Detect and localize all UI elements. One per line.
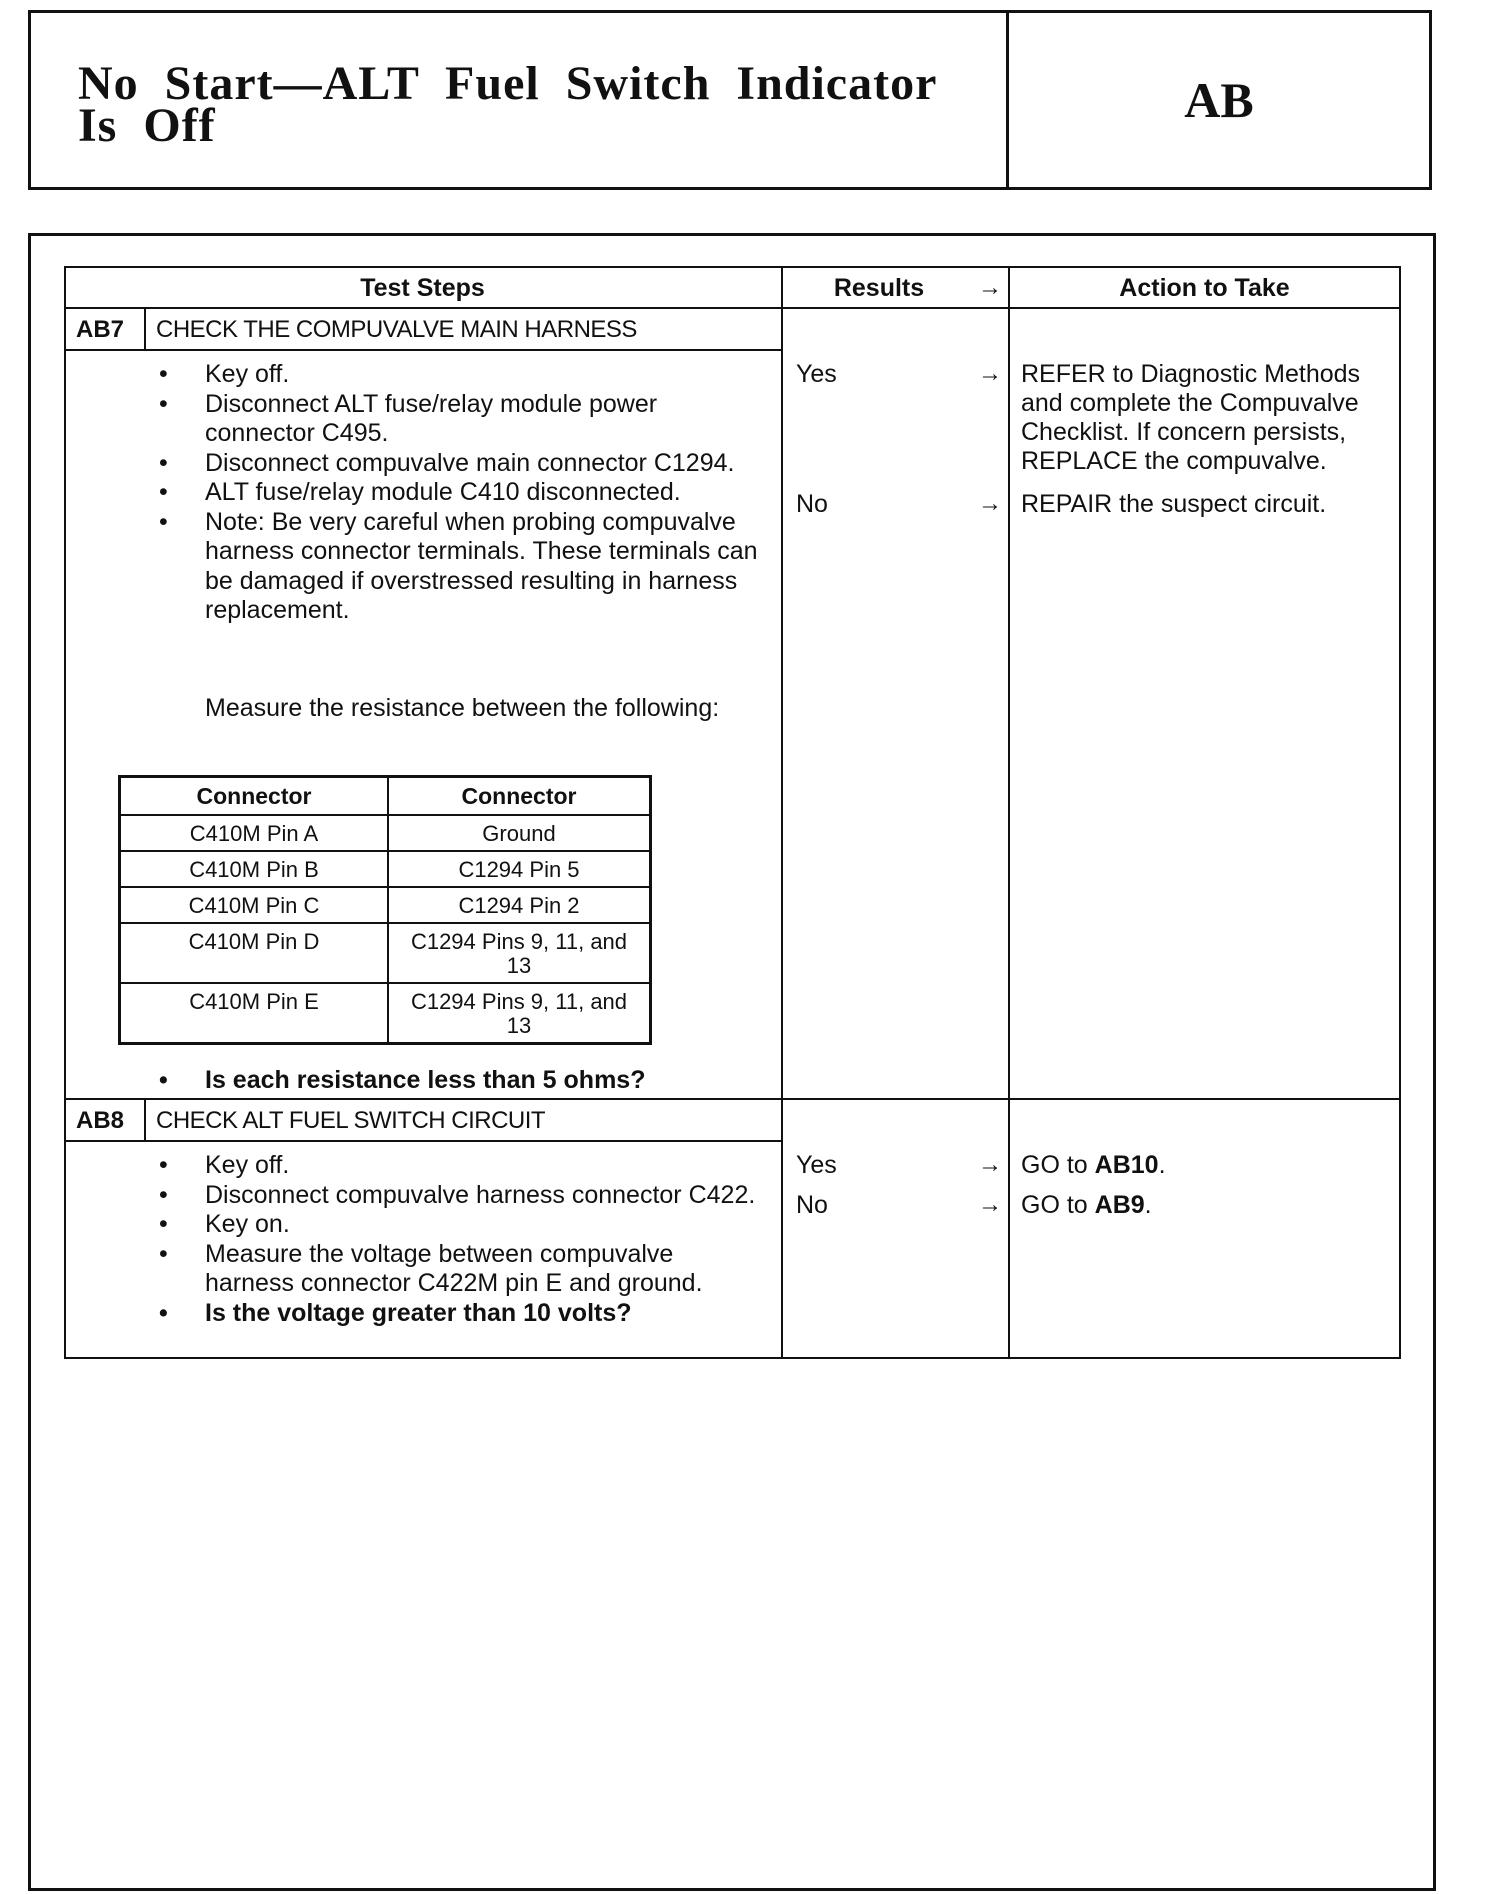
table-row — [120, 851, 651, 887]
ab8-action-yes-target: AB10 — [1094, 1151, 1159, 1179]
ab8-action-yes-suffix: . — [1158, 1151, 1166, 1179]
ab8-top-divider — [64, 1098, 1401, 1100]
ab7-step-list — [159, 360, 759, 626]
ab7-yes-arrow-icon: → — [978, 360, 1002, 387]
table-bottom-border — [64, 1357, 1401, 1359]
page-header — [28, 10, 1432, 190]
action-column-divider — [1008, 266, 1010, 1359]
ab7-title-divider — [64, 349, 781, 351]
connector-header-2: Connector — [388, 777, 651, 816]
table-right-border — [1399, 266, 1401, 1359]
ab7-step-1: • Key off. — [159, 360, 759, 390]
ab7-action-no: REPAIR the suspect circuit. — [1021, 490, 1327, 518]
ab7-question-list — [159, 1066, 759, 1096]
ab8-id-divider — [144, 1098, 146, 1140]
ab8-result-yes: Yes — [796, 1151, 837, 1179]
header-row-divider — [64, 307, 1401, 309]
ab7-step-title: CHECK THE COMPUVALVE MAIN HARNESS — [156, 316, 637, 343]
ab8-question: • Is the voltage greater than 10 volts? — [159, 1299, 759, 1329]
ab7-step-2: • Disconnect ALT fuse/relay module power connector C495. — [159, 390, 759, 449]
ab8-action-no-prefix: GO to — [1021, 1191, 1095, 1219]
ab8-step-title: CHECK ALT FUEL SWITCH CIRCUIT — [156, 1107, 546, 1134]
table-row — [120, 923, 651, 983]
connector-table — [118, 775, 652, 1045]
col-header-test-steps: Test Steps — [360, 274, 485, 302]
connector-header-1: Connector — [120, 777, 389, 816]
ab7-no-arrow-icon: → — [978, 490, 1002, 517]
results-column-divider — [781, 266, 783, 1359]
page-title-line1: No Start—ALT Fuel Switch Indicator — [78, 57, 938, 110]
ab7-step-4: • ALT fuse/relay module C410 disconnected. — [159, 478, 759, 508]
connector-cell: C410M Pin A — [120, 815, 389, 851]
ab7-question: • Is each resistance less than 5 ohms? — [159, 1066, 759, 1096]
ab7-step-3: • Disconnect compuvalve main connector C1294. — [159, 449, 759, 479]
connector-cell: C1294 Pin 5 — [388, 851, 651, 887]
ab8-yes-arrow-icon: → — [978, 1151, 1002, 1178]
col-header-arrow: → — [978, 274, 1002, 301]
connector-cell: C1294 Pins 9, 11, and 13 — [388, 923, 651, 983]
ab7-result-no: No — [796, 490, 828, 518]
ab8-step-1: • Key off. — [159, 1151, 759, 1181]
procedure-box — [28, 233, 1436, 1891]
table-row — [120, 815, 651, 851]
ab8-action-no — [1021, 1191, 1396, 1220]
section-code: AB — [1184, 72, 1254, 128]
table-top-border — [64, 266, 1401, 268]
ab7-action-yes: REFER to Diagnostic Methods and complete the Compuvalve Checklist. If concern persists, REPLACE the compuvalve. — [1021, 360, 1361, 475]
ab8-result-no: No — [796, 1191, 828, 1219]
table-row — [120, 887, 651, 923]
ab8-action-no-target: AB9 — [1094, 1191, 1145, 1219]
col-header-results: Results — [833, 274, 925, 302]
ab8-step-2: • Disconnect compuvalve harness connector C422. — [159, 1181, 759, 1211]
ab8-step-id: AB8 — [76, 1107, 125, 1134]
ab7-result-yes: Yes — [796, 360, 837, 388]
page-title-line2: Is Off — [78, 99, 216, 152]
ab8-step-3: • Key on. — [159, 1210, 759, 1240]
connector-cell: C410M Pin E — [120, 983, 389, 1044]
ab8-action-yes — [1021, 1151, 1396, 1180]
connector-cell: C1294 Pins 9, 11, and 13 — [388, 983, 651, 1044]
ab8-no-arrow-icon: → — [978, 1191, 1002, 1218]
ab8-action-no-suffix: . — [1144, 1191, 1152, 1219]
ab8-step-list — [159, 1151, 759, 1328]
page-title — [31, 13, 1009, 187]
connector-cell: C1294 Pin 2 — [388, 887, 651, 923]
connector-cell: C410M Pin B — [120, 851, 389, 887]
ab7-step-5: • Note: Be very careful when probing compuvalve harness connector terminals. These terminals can be damaged if overstressed resulting in harness replacement. — [159, 508, 759, 626]
table-left-border — [64, 266, 66, 1359]
ab8-title-divider — [64, 1140, 781, 1142]
col-header-action: Action to Take — [1119, 274, 1290, 302]
ab8-step-4: • Measure the voltage between compuvalve harness connector C422M pin E and ground. — [159, 1240, 759, 1299]
connector-cell: Ground — [388, 815, 651, 851]
ab7-step-id: AB7 — [76, 316, 125, 343]
ab7-measure-text: Measure the resistance between the following: — [205, 694, 720, 722]
ab8-action-yes-prefix: GO to — [1021, 1151, 1095, 1179]
connector-cell: C410M Pin C — [120, 887, 389, 923]
connector-cell: C410M Pin D — [120, 923, 389, 983]
connector-table-header — [120, 777, 651, 816]
table-row — [120, 983, 651, 1044]
ab7-id-divider — [144, 307, 146, 349]
test-steps-table — [64, 266, 1401, 1359]
